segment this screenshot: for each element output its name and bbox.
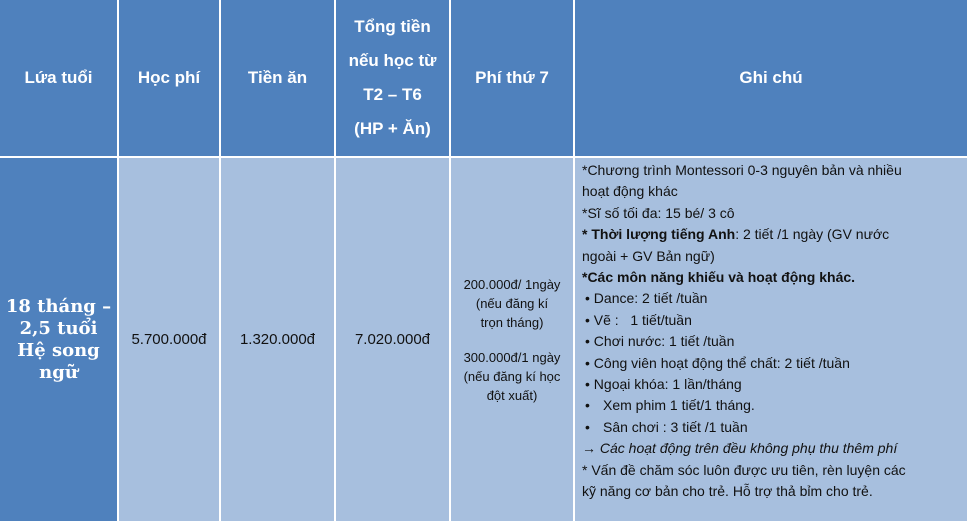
bullet-item xyxy=(582,417,961,438)
header-age: Lứa tuổi xyxy=(0,0,117,156)
note-bold: * Thời lượng tiếng Anh xyxy=(582,226,736,243)
bullet-icon: • xyxy=(585,354,594,371)
bullet-text: Chơi nước: 1 tiết /tuần xyxy=(593,333,735,350)
note-text: : 2 tiết /1 ngày (GV nước xyxy=(735,226,890,243)
header-total-line: (HP + Ăn) xyxy=(354,119,431,138)
age-line: 2,5 tuổi xyxy=(19,317,98,339)
note-line: *Chương trình Montessori 0-3 nguyên bản và nhiều xyxy=(582,162,902,178)
sat-line: đột xuất) xyxy=(486,387,538,403)
bullet-item xyxy=(582,310,961,331)
cell-total: 7.020.000đ xyxy=(336,158,449,521)
bullet-text: Dance: 2 tiết /tuần xyxy=(593,290,708,307)
cell-tuition: 5.700.000đ xyxy=(119,158,219,521)
cell-saturday xyxy=(451,158,573,521)
note-line: → Các hoạt động trên đều không phụ thu thêm phí xyxy=(582,440,898,457)
sat-line: trọn tháng) xyxy=(480,314,544,330)
note-line: kỹ năng cơ bản cho trẻ. Hỗ trợ thả bỉm cho trẻ. xyxy=(582,483,873,500)
bullet-icon: • xyxy=(585,290,594,307)
bullet-text: Ngoại khóa: 1 lần/tháng xyxy=(593,376,742,393)
bullet-text: Công viên hoạt động thể chất: 2 tiết /tuần xyxy=(593,354,850,371)
note-line xyxy=(582,224,961,245)
bullet-icon: • xyxy=(585,376,594,393)
bullet-item xyxy=(582,395,961,416)
bullet-text: Sân chơi : 3 tiết /1 tuần xyxy=(603,418,748,435)
bullet-text: Xem phim 1 tiết/1 tháng. xyxy=(603,397,755,414)
bullet-icon: • xyxy=(585,397,590,414)
header-tuition: Học phí xyxy=(119,0,219,156)
age-line: 18 tháng – xyxy=(5,295,112,317)
bullet-text: Vẽ : 1 tiết/tuần xyxy=(593,311,692,328)
bullet-item xyxy=(582,331,961,352)
cell-meal: 1.320.000đ xyxy=(221,158,334,521)
header-meal: Tiền ăn xyxy=(221,0,334,156)
age-line: Hệ song xyxy=(17,339,100,361)
note-heading: *Các môn năng khiếu và hoạt động khác. xyxy=(582,269,856,286)
note-line: hoạt động khác xyxy=(582,183,678,200)
bullet-icon: • xyxy=(585,333,594,350)
bullet-item xyxy=(582,374,961,395)
header-saturday: Phí thứ 7 xyxy=(451,0,573,156)
header-total-line: T2 – T6 xyxy=(363,85,422,104)
age-line: ngữ xyxy=(39,361,78,383)
note-line: * Vấn đề chăm sóc luôn được ưu tiên, rèn luyện các xyxy=(582,461,906,478)
header-total-line: Tổng tiền xyxy=(354,17,431,36)
header-total-line: nếu học từ xyxy=(348,51,437,70)
note-line: ngoài + GV Bản ngữ) xyxy=(582,247,715,264)
bullet-item xyxy=(582,353,961,374)
sat-line: 300.000đ/1 ngày xyxy=(463,349,561,365)
bullet-item xyxy=(582,288,961,309)
header-total xyxy=(336,0,449,156)
header-notes: Ghi chú xyxy=(575,0,967,156)
bullet-icon: • xyxy=(585,418,590,435)
cell-notes xyxy=(575,158,967,521)
sat-line: (nếu đăng kí học xyxy=(463,368,561,384)
note-line: *Sĩ số tối đa: 15 bé/ 3 cô xyxy=(582,204,735,221)
cell-age xyxy=(0,158,117,521)
sat-line: 200.000đ/ 1ngày xyxy=(463,276,561,292)
sat-line: (nếu đăng kí xyxy=(475,295,549,311)
bullet-icon: • xyxy=(585,311,594,328)
